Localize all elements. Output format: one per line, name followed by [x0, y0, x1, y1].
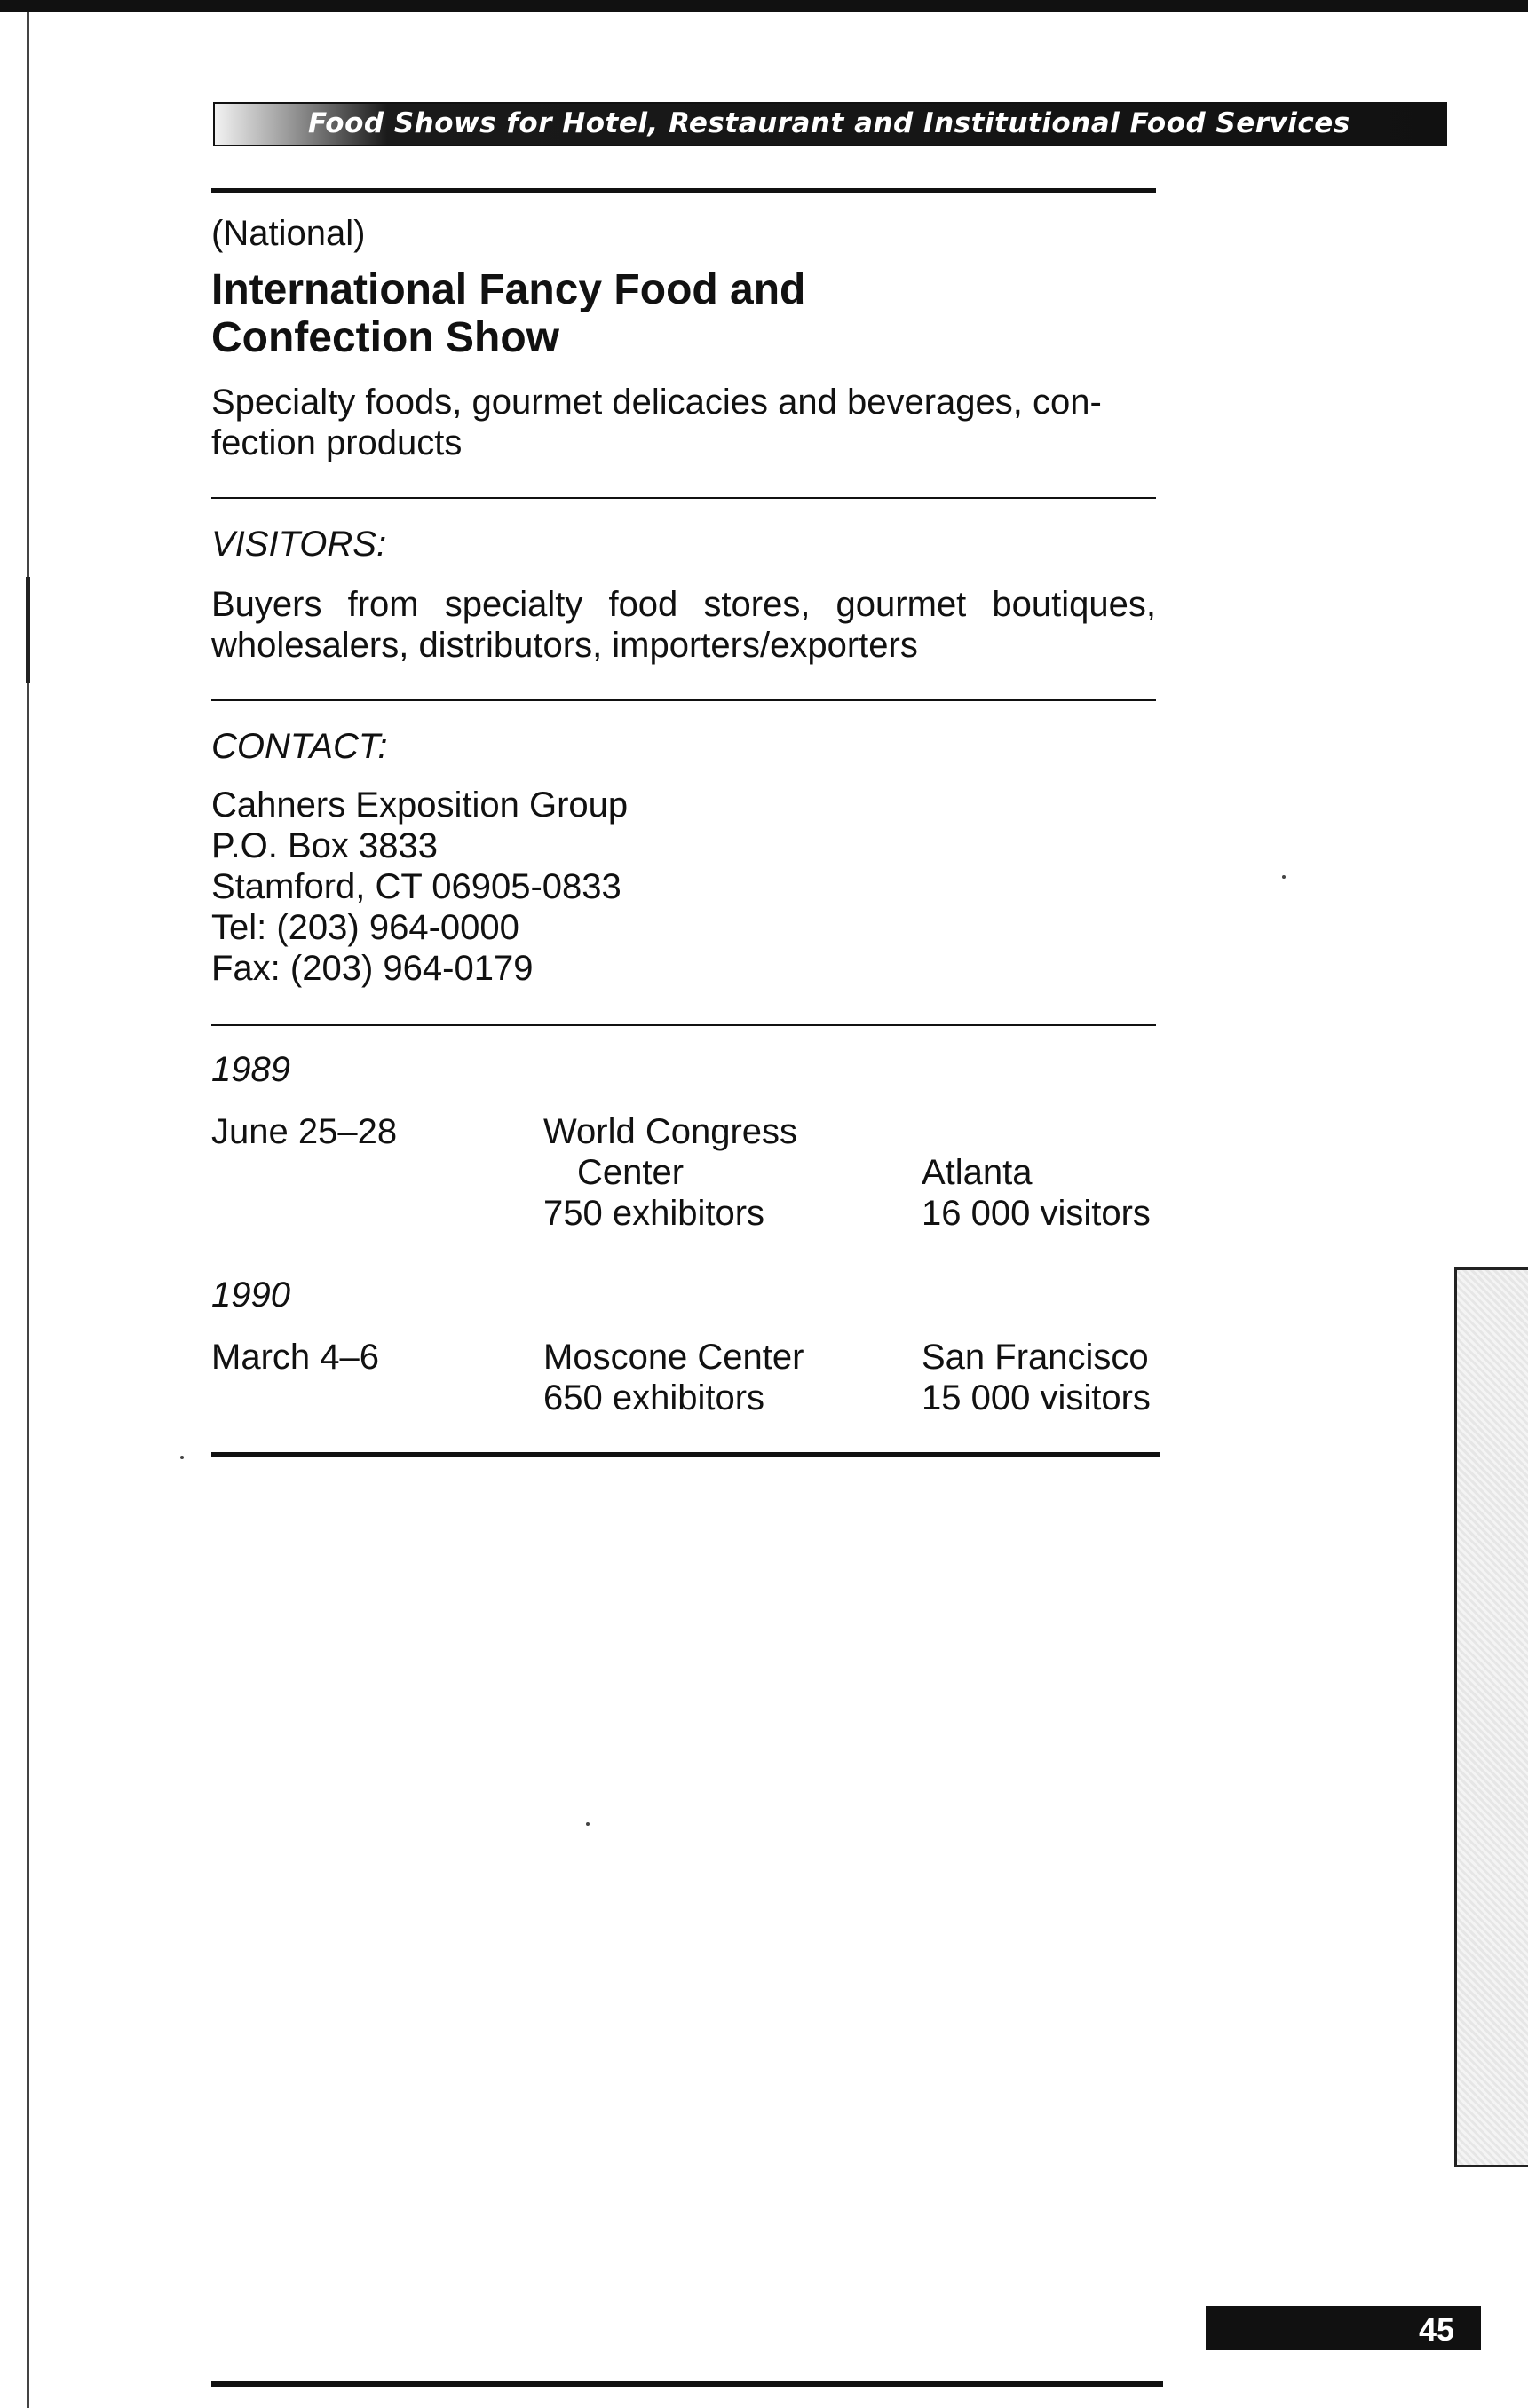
event-visitors: 16 000 visitors — [922, 1194, 1151, 1233]
footer-rule — [211, 2381, 1163, 2387]
event-city: San Francisco — [922, 1338, 1149, 1377]
page-number: 45 — [1418, 2311, 1454, 2348]
page-left-edge-mark — [26, 577, 30, 683]
page-left-edge — [27, 12, 29, 2408]
event-city: Atlanta — [922, 1153, 1033, 1192]
event-exhibitors: 650 exhibitors — [543, 1378, 765, 1417]
description-line-2: fection products — [211, 423, 463, 462]
top-border — [0, 0, 1528, 12]
contact-label: CONTACT: — [211, 727, 388, 766]
speck — [586, 1822, 590, 1826]
top-rule — [211, 188, 1156, 193]
event-dates: March 4–6 — [211, 1338, 379, 1377]
visitors-label: VISITORS: — [211, 525, 387, 564]
event-exhibitors: 750 exhibitors — [543, 1194, 765, 1233]
schedule-year-1989: 1989 — [211, 1050, 290, 1089]
event-venue-line-1: World Congress — [543, 1112, 798, 1151]
description-line-1: Specialty foods, gourmet delicacies and beverages, con- — [211, 383, 1102, 422]
contact-phone: Tel: (203) 964-0000 — [211, 908, 519, 947]
show-title-line-1: International Fancy Food and — [211, 266, 806, 313]
region-label: (National) — [211, 214, 366, 253]
speck — [1282, 875, 1286, 879]
show-title-line-2: Confection Show — [211, 314, 559, 361]
divider-schedule — [211, 1024, 1156, 1026]
bottom-rule — [211, 1452, 1160, 1457]
visitors-line-2: wholesalers, distributors, importers/exporters — [211, 626, 918, 665]
divider-contact — [211, 699, 1156, 701]
schedule-year-1990: 1990 — [211, 1275, 290, 1315]
visitors-line-1: Buyers from specialty food stores, gourmet boutiques, — [211, 585, 1156, 624]
contact-fax: Fax: (203) 964-0179 — [211, 949, 534, 988]
page-number-box — [1206, 2306, 1481, 2350]
event-venue-line-1: Moscone Center — [543, 1338, 804, 1377]
show-title — [211, 266, 805, 362]
event-dates: June 25–28 — [211, 1112, 398, 1151]
contact-po-box: P.O. Box 3833 — [211, 826, 438, 865]
section-thumb-tab — [1454, 1267, 1528, 2167]
event-venue-line-2: Center — [577, 1153, 685, 1192]
speck — [180, 1456, 184, 1459]
divider-visitors — [211, 497, 1156, 499]
section-header-banner — [213, 102, 1447, 146]
contact-city: Stamford, CT 06905-0833 — [211, 867, 621, 906]
section-header-text: Food Shows for Hotel, Restaurant and Institutional Food Services — [308, 107, 1350, 139]
contact-organization: Cahners Exposition Group — [211, 786, 629, 825]
event-visitors: 15 000 visitors — [922, 1378, 1151, 1417]
